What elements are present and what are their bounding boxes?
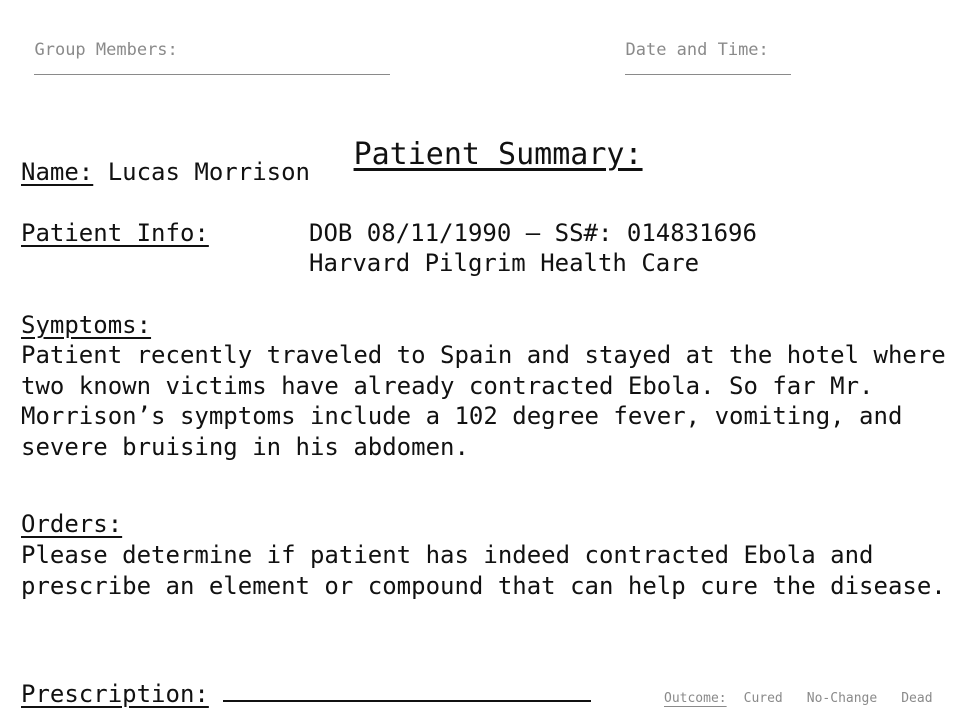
orders-text: Please determine if patient has indeed contracted Ebola and prescribe an element or compound that can help cure the disease. — [21, 541, 946, 600]
date-time-input[interactable] — [625, 60, 791, 75]
patient-name: Lucas Morrison — [107, 158, 310, 186]
patient-dob-ss: DOB 08/11/1990 – SS#: 014831696 — [309, 219, 757, 247]
outcome-option-dead[interactable]: Dead — [901, 691, 933, 706]
patient-insurance: Harvard Pilgrim Health Care — [309, 249, 700, 277]
group-members-field — [14, 20, 390, 80]
patient-info-label: Patient Info: — [21, 219, 209, 247]
name-row — [21, 158, 310, 186]
prescription-input[interactable] — [223, 680, 591, 702]
group-members-input[interactable] — [34, 60, 390, 75]
date-time-field — [605, 20, 791, 80]
outcome-group — [664, 691, 933, 706]
outcome-label: Outcome: — [664, 691, 727, 706]
symptoms-label: Symptoms: — [21, 311, 152, 339]
prescription-row — [21, 680, 591, 708]
symptoms-text: Patient recently traveled to Spain and stayed at the hotel where two known victims have already contracted Ebola. So far Mr. Morrison’s symptoms include a 102 degree fever, vomiting, and severe bruising in his abdomen. — [21, 341, 946, 461]
page-title: Patient Summary: — [353, 137, 643, 172]
outcome-option-cured[interactable]: Cured — [743, 691, 783, 706]
prescription-label: Prescription: — [21, 680, 209, 708]
group-members-label: Group Members: — [34, 40, 178, 60]
name-label: Name: — [21, 158, 94, 186]
outcome-option-no-change[interactable]: No-Change — [806, 691, 878, 706]
date-time-label: Date and Time: — [625, 40, 769, 60]
orders-label: Orders: — [21, 510, 123, 538]
